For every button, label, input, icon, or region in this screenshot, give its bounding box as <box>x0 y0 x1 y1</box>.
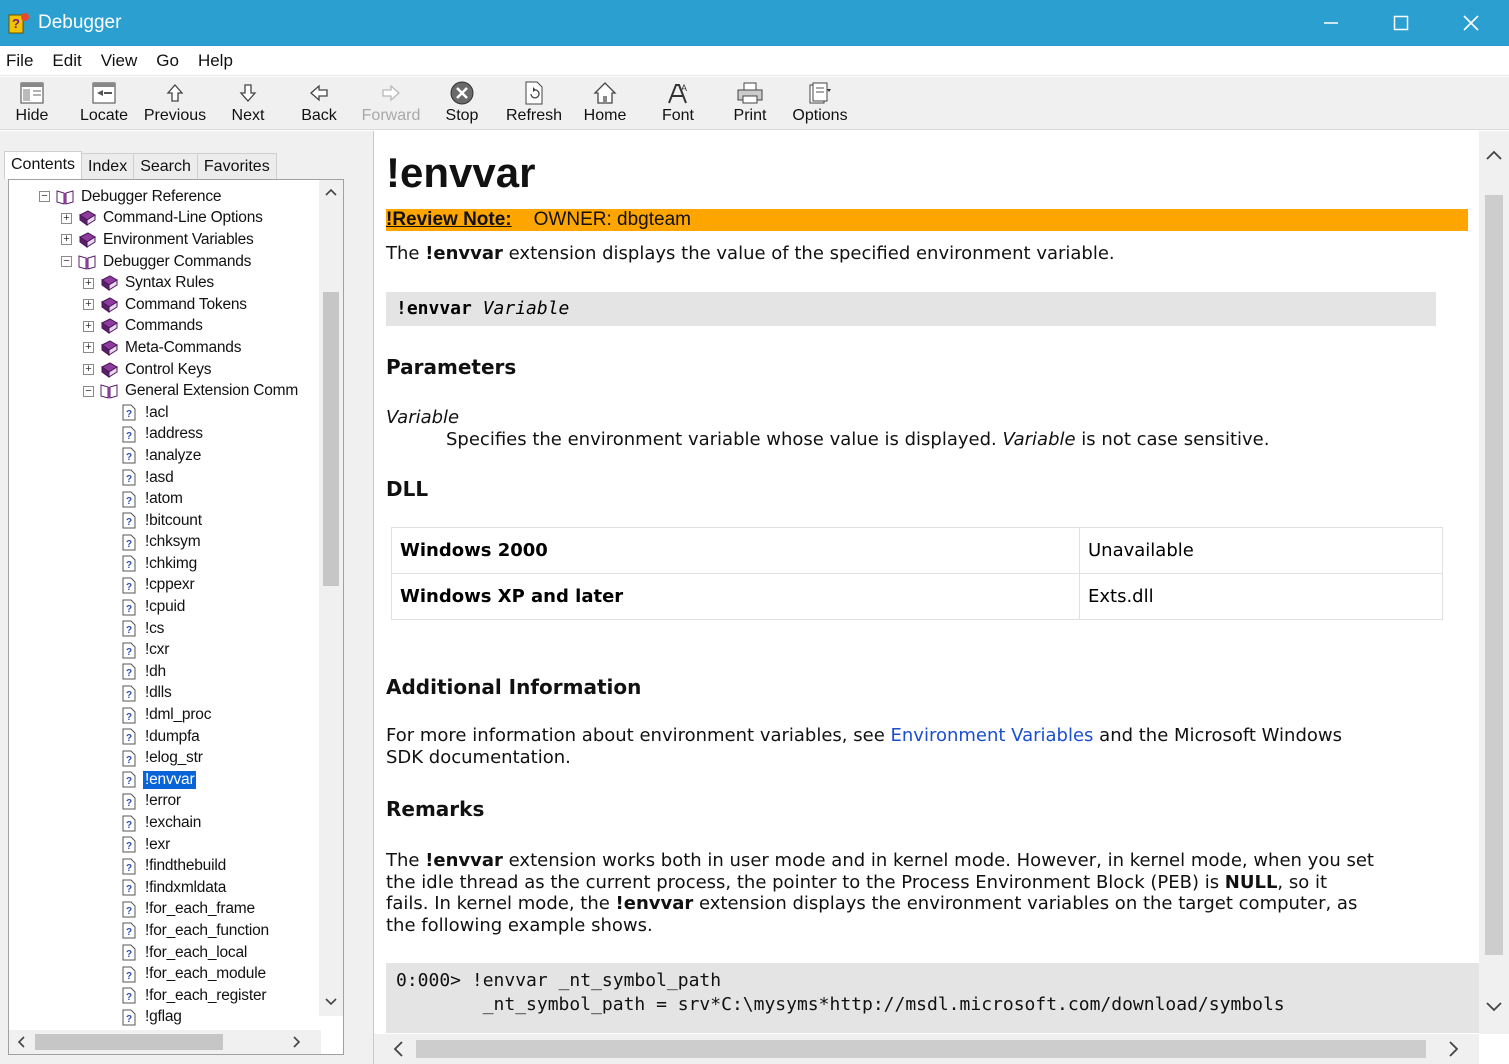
menu-bar <box>0 46 1509 76</box>
locate-button[interactable]: Locate <box>76 79 132 127</box>
help-page-icon <box>120 469 138 487</box>
help-page-icon <box>120 965 138 983</box>
help-page-icon <box>120 404 138 422</box>
tree-item-label: Meta-Commands <box>125 338 242 356</box>
tree-item[interactable] <box>9 769 311 791</box>
arrow-down-icon <box>237 79 259 107</box>
tree-vertical-scroll-thumb[interactable] <box>323 292 339 586</box>
tree-item-label: !for_each_frame <box>145 900 255 918</box>
svg-text:?: ? <box>126 538 133 550</box>
help-page-icon <box>120 900 138 918</box>
navigation-pane <box>0 131 360 1064</box>
tree-item-label: !exr <box>145 835 171 853</box>
svg-text:?: ? <box>126 689 133 701</box>
tree-item[interactable] <box>9 532 311 554</box>
tree-item[interactable] <box>9 229 311 251</box>
tree-item[interactable] <box>9 639 311 661</box>
stop-icon <box>449 79 475 107</box>
scroll-up-arrow-icon[interactable] <box>321 182 341 202</box>
collapse-minus-icon[interactable]: − <box>83 386 94 397</box>
help-page-icon <box>120 555 138 573</box>
tree-item-label: Command Tokens <box>125 295 247 313</box>
forward-button[interactable]: Forward <box>360 79 422 127</box>
scroll-left-arrow-icon[interactable] <box>11 1032 31 1052</box>
tree-horizontal-scrollbar[interactable] <box>9 1030 321 1054</box>
tree-item[interactable] <box>9 316 311 338</box>
svg-text:?: ? <box>126 668 133 680</box>
tree-item[interactable] <box>9 359 311 381</box>
additional-information-line2: SDK documentation. <box>386 747 571 768</box>
svg-text:?: ? <box>126 776 133 788</box>
tree-item-label: Debugger Commands <box>103 252 252 270</box>
help-page-icon <box>120 598 138 616</box>
code-line: _nt_symbol_path = srv*C:\mysyms*http://msdl.microsoft.com/download/symbols <box>396 994 1285 1015</box>
tree-item-label: !dh <box>145 662 166 680</box>
tree-item-label: !analyze <box>145 446 202 464</box>
expand-plus-icon[interactable]: + <box>83 342 94 353</box>
tree-item[interactable] <box>9 963 311 985</box>
tree-item[interactable] <box>9 380 311 402</box>
tree-item[interactable] <box>9 812 311 834</box>
svg-text:?: ? <box>126 992 133 1004</box>
svg-text:?: ? <box>126 927 133 939</box>
review-note-owner: OWNER: dbgteam <box>533 209 691 230</box>
tree-item[interactable] <box>9 1007 311 1029</box>
scroll-down-arrow-icon[interactable] <box>321 992 341 1012</box>
menu-edit[interactable]: Edit <box>52 50 82 70</box>
tree-item-label: !error <box>145 792 181 810</box>
parameters-heading: Parameters <box>386 355 517 379</box>
hide-icon <box>19 79 45 107</box>
environment-variables-link[interactable]: Environment Variables <box>890 725 1094 746</box>
svg-text:?: ? <box>126 754 133 766</box>
svg-text:?: ? <box>126 711 133 723</box>
menu-go[interactable]: Go <box>156 50 179 70</box>
table-row <box>392 574 1443 620</box>
tree-item-label: !envvar <box>145 770 195 788</box>
help-page-icon <box>120 792 138 810</box>
scroll-right-arrow-icon[interactable] <box>1444 1039 1464 1059</box>
window-title: Debugger <box>38 12 122 33</box>
syntax-parameter: Variable <box>482 298 570 319</box>
remarks-line1: The !envvar extension works both in user mode and in kernel mode. However, in kernel mode, when you set <box>386 850 1374 871</box>
maximize-button[interactable] <box>1366 0 1436 46</box>
table-cell: Unavailable <box>1080 528 1443 574</box>
help-page-icon <box>120 987 138 1005</box>
syntax-block <box>386 292 1436 326</box>
svg-text:A: A <box>681 83 688 93</box>
minimize-button[interactable] <box>1296 0 1366 46</box>
tree-item[interactable] <box>9 920 311 942</box>
svg-text:?: ? <box>126 452 133 464</box>
next-button[interactable]: Next <box>226 79 270 127</box>
tree-item-label: !dml_proc <box>145 706 212 724</box>
tree-item[interactable] <box>9 467 311 489</box>
svg-text:?: ? <box>126 884 133 896</box>
svg-text:?: ? <box>126 581 133 593</box>
tree-item[interactable] <box>9 553 311 575</box>
help-page-icon <box>120 836 138 854</box>
tree-item-label: !cxr <box>145 641 170 659</box>
help-page-icon <box>120 447 138 465</box>
scroll-left-arrow-icon[interactable] <box>388 1039 408 1059</box>
example-code-block <box>386 963 1479 1033</box>
pane-splitter[interactable] <box>360 131 374 1064</box>
tree-item-label: !findxmldata <box>145 878 227 896</box>
help-page-icon <box>120 490 138 508</box>
tree-item-label: !asd <box>145 468 174 486</box>
svg-text:?: ? <box>126 905 133 917</box>
help-page-icon <box>120 684 138 702</box>
page-title: !envvar <box>386 149 536 196</box>
expand-plus-icon[interactable]: + <box>83 321 94 332</box>
content-vertical-scroll-thumb[interactable] <box>1485 195 1503 955</box>
tree-item[interactable] <box>9 683 311 705</box>
minimize-icon <box>1323 15 1339 31</box>
tree-item-label: Environment Variables <box>103 230 254 248</box>
collapse-minus-icon[interactable]: − <box>39 191 50 202</box>
nav-tabs <box>4 151 276 179</box>
tab-search[interactable]: Search <box>133 153 198 179</box>
help-page-icon <box>120 814 138 832</box>
svg-text:?: ? <box>126 646 133 658</box>
tree-vertical-scrollbar[interactable] <box>319 180 343 1016</box>
svg-text:?: ? <box>126 517 133 529</box>
arrow-left-icon <box>308 79 330 107</box>
table-row <box>392 528 1443 574</box>
tree-item-label: !cs <box>145 619 165 637</box>
tree-item-label: !chksym <box>145 533 201 551</box>
table-cell: Windows 2000 <box>392 528 1080 574</box>
help-page-icon <box>120 512 138 530</box>
tab-contents[interactable]: Contents <box>4 151 82 179</box>
help-page-icon <box>120 576 138 594</box>
tree-item[interactable] <box>9 747 311 769</box>
font-button[interactable]: A Font <box>658 79 698 127</box>
svg-text:?: ? <box>12 16 20 31</box>
tree-item-label: !cppexr <box>145 576 195 594</box>
menu-help[interactable]: Help <box>197 50 233 70</box>
remarks-line2: the idle thread as the current process, the pointer to the Process Environment Block (PEB) is NULL, so it <box>386 872 1328 893</box>
arrow-right-icon <box>380 79 402 107</box>
remarks-line4: the following example shows. <box>386 915 653 936</box>
tree-item-label: General Extension Comm <box>125 382 299 400</box>
tree-item[interactable] <box>9 877 311 899</box>
expand-plus-icon[interactable]: + <box>83 278 94 289</box>
help-page-icon <box>120 728 138 746</box>
syntax-command: !envvar <box>396 298 472 319</box>
content-horizontal-scrollbar[interactable] <box>374 1034 1479 1064</box>
tree-horizontal-scroll-thumb[interactable] <box>35 1034 223 1050</box>
parameter-name: Variable <box>386 407 460 428</box>
remarks-heading: Remarks <box>386 797 485 821</box>
tree-item[interactable] <box>9 661 311 683</box>
tree-item[interactable] <box>9 791 311 813</box>
dll-table <box>391 527 1443 620</box>
svg-text:?: ? <box>126 430 133 442</box>
home-icon <box>592 79 618 107</box>
print-button[interactable]: Print <box>730 79 770 127</box>
back-button[interactable]: Back <box>296 79 342 127</box>
tree-item[interactable] <box>9 942 311 964</box>
svg-text:?: ? <box>126 841 133 853</box>
review-note-banner <box>386 209 1468 231</box>
tree-item-label: !for_each_register <box>145 986 267 1004</box>
tree-item[interactable] <box>9 899 311 921</box>
help-page-icon <box>120 533 138 551</box>
tree-item[interactable] <box>9 402 311 424</box>
contents-tree-view[interactable] <box>8 179 344 1055</box>
svg-text:?: ? <box>126 560 133 572</box>
tree-item-label: !for_each_function <box>145 921 269 939</box>
tree-item[interactable] <box>9 855 311 877</box>
closed-book-icon <box>78 209 96 227</box>
tree-item[interactable] <box>9 834 311 856</box>
font-icon <box>665 79 691 107</box>
tree-item-label: !elog_str <box>145 749 203 767</box>
help-page-icon <box>120 879 138 897</box>
close-icon <box>1462 14 1480 32</box>
tree-item[interactable] <box>9 726 311 748</box>
help-page-icon <box>120 771 138 789</box>
tree-item-label: Syntax Rules <box>125 274 214 292</box>
collapse-minus-icon[interactable]: − <box>61 256 72 267</box>
help-page-icon <box>120 922 138 940</box>
tree-item[interactable] <box>9 208 311 230</box>
tree-item[interactable] <box>9 575 311 597</box>
svg-text:?: ? <box>126 797 133 809</box>
tree-item[interactable] <box>9 596 311 618</box>
title-bar <box>0 0 1509 46</box>
help-page-icon <box>120 944 138 962</box>
content-horizontal-scroll-thumb[interactable] <box>416 1040 1426 1058</box>
closed-book-icon <box>100 339 118 357</box>
close-button[interactable] <box>1436 0 1506 46</box>
closed-book-icon <box>100 317 118 335</box>
locate-icon <box>91 79 117 107</box>
additional-information-heading: Additional Information <box>386 675 642 699</box>
help-page-icon <box>120 706 138 724</box>
remarks-line3: fails. In kernel mode, the !envvar extension displays the environment variables on the target computer, as <box>386 893 1358 914</box>
tree-item-label: !exchain <box>145 814 202 832</box>
help-page-icon <box>120 1008 138 1026</box>
tree-item[interactable] <box>9 294 311 316</box>
help-page-icon <box>120 620 138 638</box>
svg-text:?: ? <box>126 949 133 961</box>
refresh-button[interactable]: Refresh <box>504 79 564 127</box>
table-cell: Exts.dll <box>1080 574 1443 620</box>
svg-text:?: ? <box>126 409 133 421</box>
dll-heading: DLL <box>386 477 429 501</box>
table-cell: Windows XP and later <box>392 574 1080 620</box>
tree-item[interactable] <box>9 488 311 510</box>
svg-text:?: ? <box>126 495 133 507</box>
tree-item-label: !for_each_local <box>145 943 248 961</box>
maximize-icon <box>1393 15 1409 31</box>
tree-item[interactable] <box>9 618 311 640</box>
menu-file[interactable]: File <box>6 50 34 70</box>
arrow-up-icon <box>164 79 186 107</box>
options-button[interactable]: Options <box>790 79 850 127</box>
tree-item-label: !atom <box>145 490 183 508</box>
help-page-icon <box>120 749 138 767</box>
tree-item-label: Control Keys <box>125 360 212 378</box>
help-page-icon <box>120 857 138 875</box>
intro-paragraph: The !envvar extension displays the value of the specified environment variable. <box>386 243 1115 264</box>
tree-item[interactable] <box>9 510 311 532</box>
code-line: 0:000> !envvar _nt_symbol_path <box>396 970 722 991</box>
expand-plus-icon[interactable]: + <box>61 234 72 245</box>
scroll-up-arrow-icon[interactable] <box>1484 145 1504 165</box>
tree-item-label: !gflag <box>145 1008 182 1026</box>
help-page-icon <box>120 641 138 659</box>
additional-information-line1: For more information about environment variables, see Environment Variables and the Microsoft Windows <box>386 725 1342 746</box>
open-book-icon <box>78 253 96 271</box>
printer-icon <box>736 79 764 107</box>
expand-plus-icon[interactable]: + <box>61 213 72 224</box>
tree-item-label: Command-Line Options <box>103 209 263 227</box>
svg-text:?: ? <box>126 603 133 615</box>
options-icon <box>807 79 833 107</box>
tree-item-label: !address <box>145 425 203 443</box>
menu-view[interactable]: View <box>100 50 138 70</box>
tree-item-label: Commands <box>125 317 203 335</box>
previous-button[interactable]: Previous <box>140 79 210 127</box>
stop-button[interactable]: Stop <box>442 79 482 127</box>
topic-content <box>374 131 1479 1034</box>
svg-text:?: ? <box>126 819 133 831</box>
help-page-icon <box>120 425 138 443</box>
closed-book-icon <box>100 296 118 314</box>
home-button[interactable]: Home <box>582 79 628 127</box>
svg-text:?: ? <box>126 733 133 745</box>
tree-item-label: !dlls <box>145 684 172 702</box>
closed-book-icon <box>78 231 96 249</box>
tree-item[interactable] <box>9 186 311 208</box>
expand-plus-icon[interactable]: + <box>83 364 94 375</box>
tree-item[interactable] <box>9 424 311 446</box>
tree-item-label: !for_each_module <box>145 965 266 983</box>
content-vertical-scrollbar[interactable] <box>1479 131 1509 1034</box>
svg-text:?: ? <box>126 474 133 486</box>
open-book-icon <box>56 188 74 206</box>
scroll-down-arrow-icon[interactable] <box>1484 997 1504 1017</box>
closed-book-icon <box>100 361 118 379</box>
svg-text:?: ? <box>126 970 133 982</box>
contents-tree <box>9 186 311 1028</box>
tab-index[interactable]: Index <box>81 153 134 179</box>
hide-button[interactable]: Hide <box>10 79 54 127</box>
toolbar <box>0 77 1509 130</box>
tree-item[interactable] <box>9 251 311 273</box>
tree-item-label: !cpuid <box>145 598 186 616</box>
svg-text:?: ? <box>126 862 133 874</box>
tree-item-label: !acl <box>145 403 169 421</box>
tree-item-label: !chkimg <box>145 554 198 572</box>
tree-item-label: Debugger Reference <box>81 187 222 205</box>
review-note-label: !Review Note: <box>386 209 512 230</box>
svg-text:?: ? <box>126 625 133 637</box>
refresh-icon <box>523 79 545 107</box>
tree-item[interactable] <box>9 985 311 1007</box>
tree-item[interactable] <box>9 272 311 294</box>
tree-item[interactable] <box>9 445 311 467</box>
closed-book-icon <box>100 274 118 292</box>
tree-item[interactable] <box>9 704 311 726</box>
parameter-description: Specifies the environment variable whose value is displayed. Variable is not case sensitive. <box>446 429 1270 450</box>
tree-item-label: !findthebuild <box>145 857 226 875</box>
expand-plus-icon[interactable]: + <box>83 299 94 310</box>
open-book-icon <box>100 382 118 400</box>
help-page-icon <box>120 663 138 681</box>
scroll-right-arrow-icon[interactable] <box>287 1032 307 1052</box>
tree-item-label: !dumpfa <box>145 727 200 745</box>
svg-text:?: ? <box>126 1013 133 1025</box>
debugger-app-icon <box>6 10 32 36</box>
tree-item[interactable] <box>9 337 311 359</box>
tab-favorites[interactable]: Favorites <box>197 153 277 179</box>
tree-item-label: !bitcount <box>145 511 202 529</box>
